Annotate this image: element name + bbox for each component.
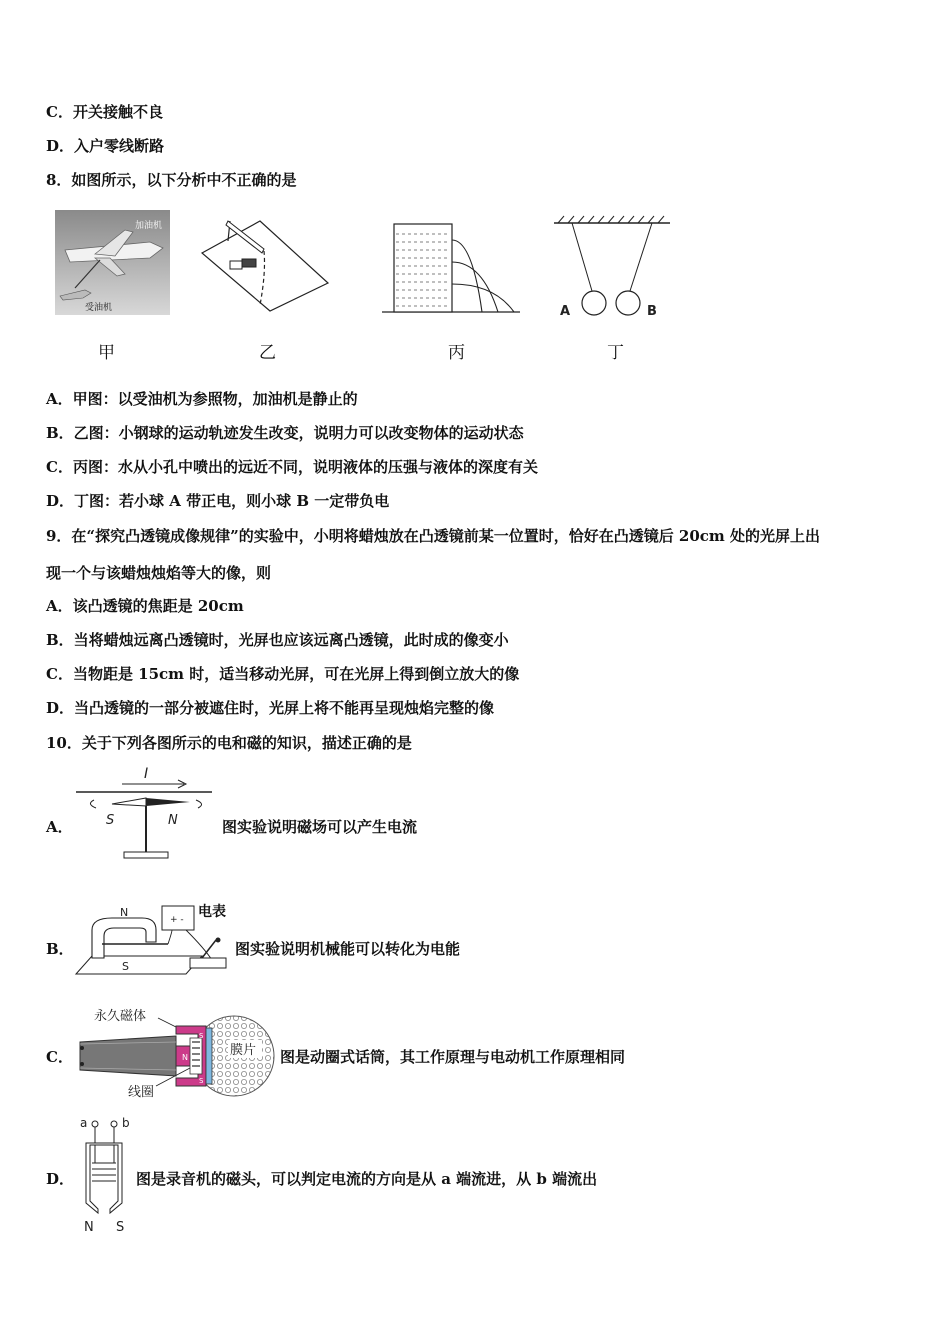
permanent-magnet-label: 永久磁体	[94, 1009, 147, 1024]
q10-option-d-label: D．	[46, 1170, 75, 1188]
coil-s-top-label: S	[199, 1032, 204, 1040]
q10-option-d-text: 图是录音机的磁头，可以判定电流的方向是从 a 端流进，从 b 端流出	[136, 1170, 598, 1188]
current-label: I	[144, 766, 149, 782]
ball-a-label: A	[560, 304, 571, 319]
svg-text:+ -: + -	[170, 915, 184, 925]
receiver-label: 受油机	[85, 303, 113, 313]
diaphragm-label: 膜片	[230, 1043, 257, 1058]
q8-stem: 8．如图所示，以下分析中不正确的是	[46, 171, 297, 189]
recorder-head-figure	[72, 1113, 138, 1235]
q10-option-a-label: A．	[46, 818, 73, 836]
head-n-label: N	[84, 1220, 94, 1235]
q9-option-b: B．当将蜡烛远离凸透镜时，光屏也应该远离凸透镜，此时成的像变小	[46, 631, 509, 649]
q8-option-c: C．丙图：水从小孔中喷出的远近不同，说明液体的压强与液体的深度有关	[46, 458, 538, 476]
q9-option-d: D．当凸透镜的一部分被遮住时，光屏上将不能再呈现烛焰完整的像	[46, 699, 495, 717]
coil-n-label: N	[182, 1053, 188, 1062]
fig-label-bing: 丙	[448, 343, 465, 363]
q9-stem-line1: 9．在“探究凸透镜成像规律”的实验中，小明将蜡烛放在凸透镜前某一位置时，恰好在凸透镜后 20cm 处的光屏上出	[46, 527, 821, 545]
q9-stem-line2: 现一个与该蜡烛烛焰等大的像，则	[46, 564, 272, 582]
coil-s-bottom-label: S	[199, 1077, 204, 1085]
q9-option-c: C．当物距是 15cm 时，适当移动光屏，可在光屏上得到倒立放大的像	[46, 665, 520, 683]
ball-b-label: B	[647, 304, 657, 319]
terminal-a-label: a	[80, 1116, 88, 1130]
q8-option-a: A．甲图：以受油机为参照物，加油机是静止的	[46, 390, 358, 408]
q10-option-c-text: 图是动圈式话筒，其工作原理与电动机工作原理相同	[280, 1048, 626, 1066]
meter-label: 电表	[198, 904, 226, 920]
q10-option-b-label: B．	[46, 940, 74, 958]
q10-option-c-label: C．	[46, 1048, 73, 1066]
fig-label-yi: 乙	[259, 343, 276, 363]
charged-balls-figure	[552, 215, 672, 320]
water-jet-figure	[382, 218, 522, 314]
q10-option-a-text: 图实验说明磁场可以产生电流	[222, 818, 418, 836]
fig-label-ding: 丁	[607, 343, 624, 363]
q8-option-b: B．乙图：小钢球的运动轨迹发生改变，说明力可以改变物体的运动状态	[46, 424, 524, 442]
microphone-figure	[72, 1006, 277, 1102]
fig-label-jia: 甲	[98, 343, 115, 363]
head-s-label: S	[116, 1220, 125, 1235]
needle-s-label: S	[106, 813, 115, 828]
q10-stem: 10．关于下列各图所示的电和磁的知识，描述正确的是	[46, 734, 412, 752]
magnet-n-label: N	[120, 906, 129, 919]
needle-n-label: N	[168, 813, 178, 828]
coil-label: 线圈	[128, 1085, 155, 1100]
magnet-s-label: S	[122, 960, 129, 973]
induction-figure	[72, 898, 234, 980]
terminal-b-label: b	[122, 1116, 130, 1130]
oersted-figure	[72, 762, 217, 862]
q7-option-d: D．入户零线断路	[46, 137, 165, 155]
magnet-ball-figure	[200, 213, 330, 313]
q9-option-a: A．该凸透镜的焦距是 20cm	[46, 597, 244, 615]
refueling-photo	[55, 210, 170, 315]
q8-option-d: D．丁图：若小球 A 带正电，则小球 B 一定带负电	[46, 492, 390, 510]
tanker-label: 加油机	[135, 221, 163, 231]
q10-option-b-text: 图实验说明机械能可以转化为电能	[235, 940, 461, 958]
q7-option-c: C．开关接触不良	[46, 103, 163, 121]
